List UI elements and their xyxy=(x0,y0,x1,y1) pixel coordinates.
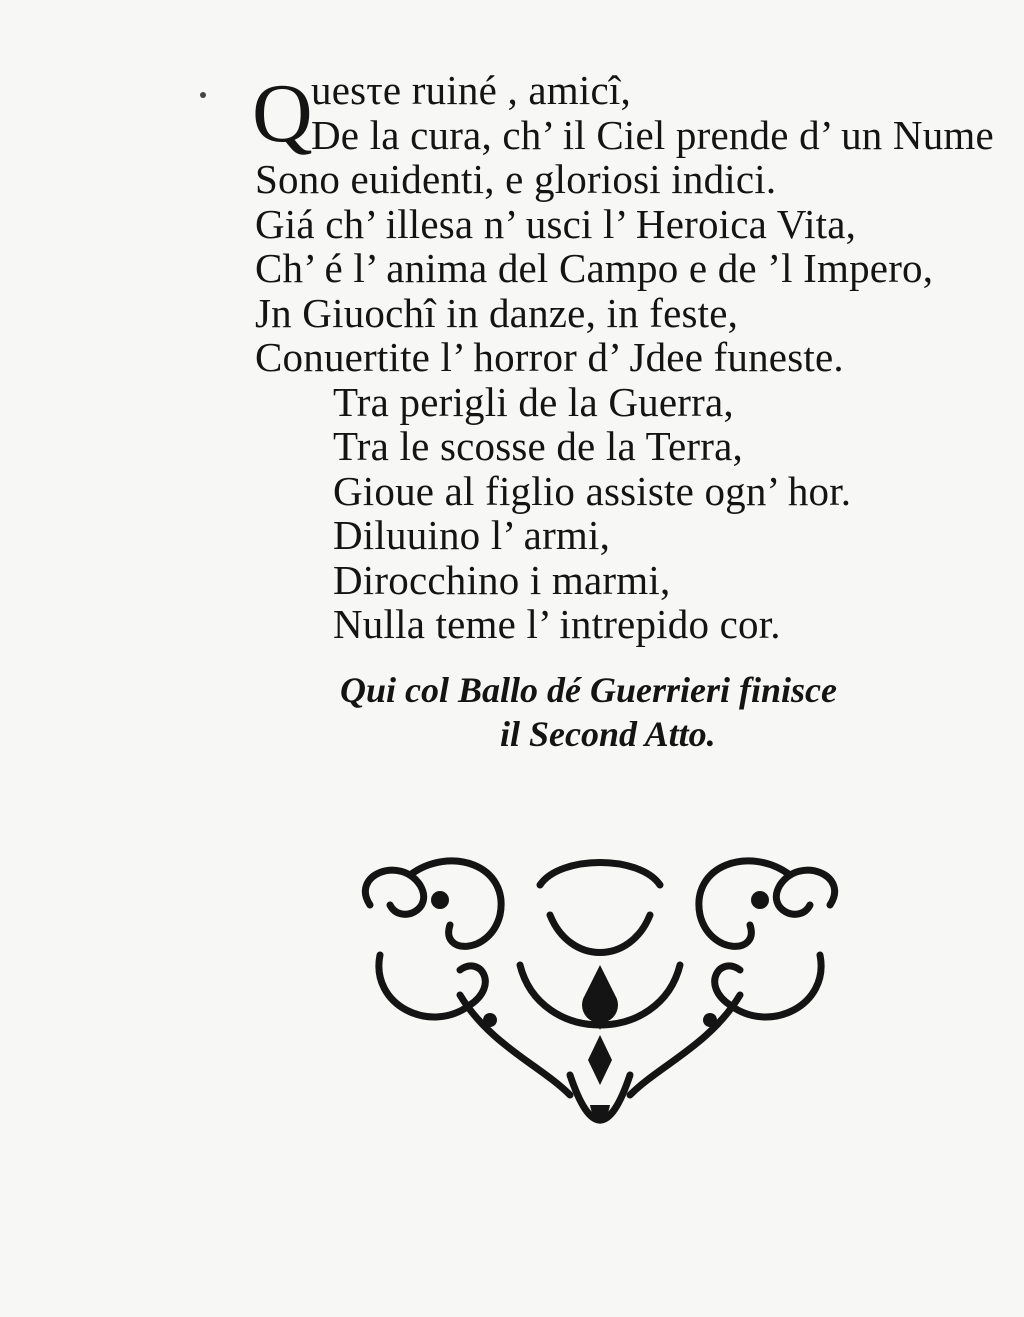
verse-line: Gioue al figlio assiste ogn’ hor. xyxy=(333,467,852,514)
verse-line: Conuertite l’ horror d’ Jdee funeste. xyxy=(255,334,844,380)
scroll-left-outer xyxy=(365,870,423,914)
crown-arc xyxy=(540,863,660,886)
drop-cap: Q xyxy=(252,67,313,160)
right-bud xyxy=(751,891,769,909)
verse-line: Diluuino l’ armi, xyxy=(333,512,611,558)
verse-line: Tra perigli de la Guerra, xyxy=(333,378,734,425)
left-bud xyxy=(431,891,449,909)
stage-direction-line-2: il Second Atto. xyxy=(500,714,716,754)
verse-line: uesτe ruiné , amicî, xyxy=(311,67,631,113)
margin-mark xyxy=(200,92,206,98)
verse-line: Sono euidenti, e gloriosi indici. xyxy=(255,156,777,202)
verse-line: Giá ch’ illesa n’ usci l’ Heroica Vita, xyxy=(255,200,857,247)
left-dot xyxy=(483,1013,497,1027)
verse-line: Tra le scosse de la Terra, xyxy=(333,423,743,469)
center-fleur xyxy=(585,965,615,1030)
lower-fleur xyxy=(588,1035,612,1085)
verse-line: De la cura, ch’ il Ciel prende d’ un Nume xyxy=(311,111,994,158)
verse-line: Jn Giuochî in danze, in feste, xyxy=(255,289,739,336)
right-dot xyxy=(703,1013,717,1027)
verse-line: Dirocchino i marmi, xyxy=(333,556,671,603)
center-arc xyxy=(550,915,650,953)
scroll-right-outer xyxy=(776,870,834,914)
verse-block xyxy=(255,68,1015,647)
verse-line: Nulla teme l’ intrepido cor. xyxy=(333,601,781,647)
verse-line: Ch’ é l’ anima del Campo e de ’l Impero, xyxy=(255,245,934,291)
floral-tailpiece-icon xyxy=(340,845,860,1145)
stage-direction xyxy=(340,668,837,756)
stage-direction-line-1: Qui col Ballo dé Guerrieri finisce xyxy=(340,670,837,710)
